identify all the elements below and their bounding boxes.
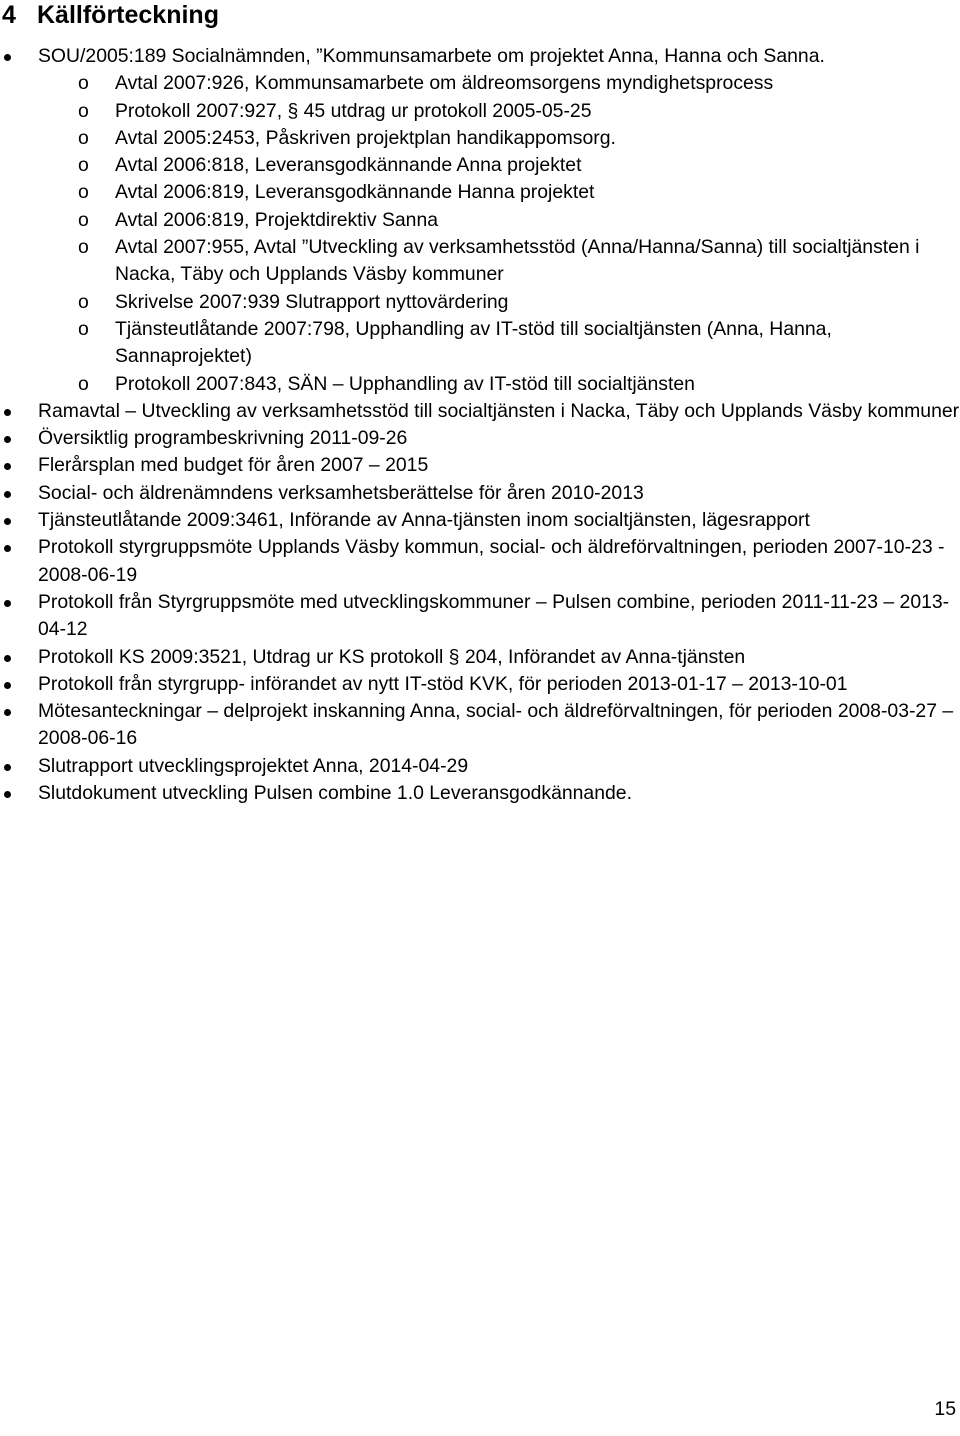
circle-bullet-icon: o: [78, 236, 89, 259]
reference-text: Protokoll KS 2009:3521, Utdrag ur KS protokoll § 204, Införandet av Anna-tjänsten: [38, 645, 746, 668]
list-item: [0, 534, 960, 589]
list-item: [0, 780, 960, 807]
list-item: [0, 644, 960, 671]
circle-bullet-icon: o: [78, 72, 89, 95]
reference-text: Flerårsplan med budget för åren 2007 – 2015: [38, 454, 429, 477]
circle-bullet-icon: o: [78, 126, 89, 149]
sub-reference-text: Avtal 2006:818, Leveransgodkännande Anna projektet: [115, 154, 582, 177]
bullet-icon: [4, 54, 11, 61]
bullet-icon: [4, 709, 11, 716]
sub-list-item: [77, 70, 960, 97]
sub-list-item: [77, 152, 960, 179]
sub-reference-text: Skrivelse 2007:939 Slutrapport nyttovärdering: [115, 290, 509, 313]
reference-text: Tjänsteutlåtande 2009:3461, Införande av Anna-tjänsten inom socialtjänsten, lägesrapport: [38, 509, 810, 532]
list-item: [0, 698, 960, 753]
bullet-icon: [4, 463, 11, 470]
reference-text: Slutrapport utvecklingsprojektet Anna, 2014-04-29: [38, 754, 469, 777]
sub-reference-list: [77, 70, 960, 398]
list-item: [0, 43, 960, 398]
sub-reference-text: Avtal 2007:955, Avtal ”Utveckling av verksamhetsstöd (Anna/Hanna/Sanna) till socialtjänsten i Nacka, Täby och Upplands Väsby kommuner: [115, 236, 920, 286]
reference-text: SOU/2005:189 Socialnämnden, ”Kommunsamarbete om projektet Anna, Hanna och Sanna.: [38, 45, 825, 67]
reference-text: Protokoll styrgruppsmöte Upplands Väsby kommun, social- och äldreförvaltningen, perioden 2007-10-23 - 2008-06-19: [38, 536, 945, 586]
sub-reference-text: Avtal 2006:819, Projektdirektiv Sanna: [115, 208, 439, 231]
bullet-icon: [4, 409, 11, 416]
sub-reference-text: Protokoll 2007:843, SÄN – Upphandling av IT-stöd till socialtjänsten: [115, 372, 695, 395]
list-item: [0, 480, 960, 507]
bullet-icon: [4, 764, 11, 771]
bullet-icon: [4, 655, 11, 662]
bullet-icon: [4, 518, 11, 525]
reference-list: [0, 43, 960, 807]
circle-bullet-icon: o: [78, 372, 89, 395]
sub-list-item: [77, 98, 960, 125]
bullet-icon: [4, 491, 11, 498]
reference-text: Protokoll från styrgrupp- införandet av nytt IT-stöd KVK, för perioden 2013-01-17 – 2013-10-01: [38, 672, 848, 695]
sub-list-item: [77, 371, 960, 398]
list-item: [0, 671, 960, 698]
reference-text: Mötesanteckningar – delprojekt inskanning Anna, social- och äldreförvaltningen, för perioden 2008-03-27 – 2008-06-16: [38, 700, 954, 750]
section-heading: [2, 0, 219, 30]
reference-text: Översiktlig programbeskrivning 2011-09-26: [38, 427, 408, 450]
sub-reference-text: Avtal 2006:819, Leveransgodkännande Hanna projektet: [115, 181, 595, 204]
circle-bullet-icon: o: [78, 290, 89, 313]
section-number: 4: [2, 1, 16, 29]
sub-reference-text: Tjänsteutlåtande 2007:798, Upphandling av IT-stöd till socialtjänsten (Anna, Hanna, Sannaprojektet): [115, 317, 832, 368]
page-number: 15: [934, 1398, 956, 1420]
list-item: [0, 589, 960, 644]
reference-text: Protokoll från Styrgruppsmöte med utvecklingskommuner – Pulsen combine, perioden 2011-11-23 – 2013-04-12: [38, 590, 950, 641]
circle-bullet-icon: o: [78, 317, 89, 340]
section-title: Källförteckning: [37, 1, 219, 29]
circle-bullet-icon: o: [78, 208, 89, 231]
sub-list-item: [77, 207, 960, 234]
list-item: [0, 425, 960, 452]
reference-text: Social- och äldrenämndens verksamhetsberättelse för åren 2010-2013: [38, 481, 644, 504]
circle-bullet-icon: o: [78, 154, 89, 177]
bullet-icon: [4, 791, 11, 798]
sub-list-item: [77, 316, 960, 371]
bullet-icon: [4, 436, 11, 443]
list-item: [0, 753, 960, 780]
sub-list-item: [77, 179, 960, 206]
bullet-icon: [4, 545, 11, 552]
reference-text: Ramavtal – Utveckling av verksamhetsstöd till socialtjänsten i Nacka, Täby och Upplands Väsby kommuner: [38, 399, 960, 422]
sub-list-item: [77, 125, 960, 152]
sub-list-item: [77, 289, 960, 316]
sub-reference-text: Avtal 2005:2453, Påskriven projektplan handikappomsorg.: [115, 126, 616, 149]
sub-reference-text: Protokoll 2007:927, § 45 utdrag ur protokoll 2005-05-25: [115, 99, 592, 122]
list-item: [0, 507, 960, 534]
circle-bullet-icon: o: [78, 181, 89, 204]
list-item: [0, 452, 960, 479]
bullet-icon: [4, 682, 11, 689]
circle-bullet-icon: o: [78, 99, 89, 122]
reference-text: Slutdokument utveckling Pulsen combine 1.0 Leveransgodkännande.: [38, 782, 632, 805]
sub-list-item: [77, 234, 960, 289]
bullet-icon: [4, 600, 11, 607]
list-item: [0, 398, 960, 425]
sub-reference-text: Avtal 2007:926, Kommunsamarbete om äldreomsorgens myndighetsprocess: [115, 72, 774, 95]
